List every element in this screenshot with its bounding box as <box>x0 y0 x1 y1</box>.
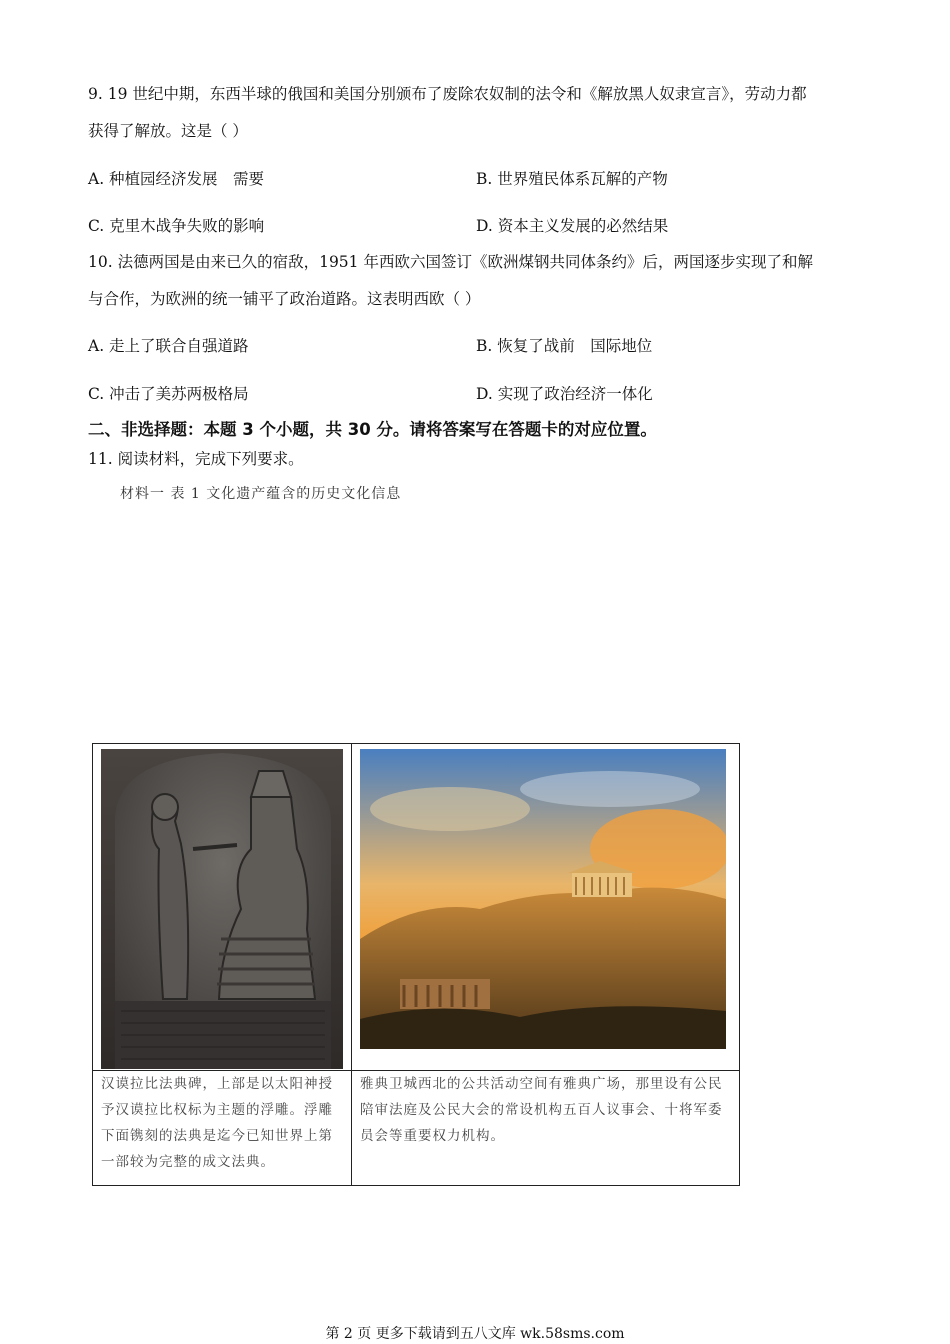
stele-caption-cell <box>93 1071 352 1186</box>
q9-stem-line1: 9. 19 世纪中期，东西半球的俄国和美国分别颁布了废除农奴制的法令和《解放黑人奴隶宣言》，劳动力都 <box>88 85 807 103</box>
q9-option-b: B. 世界殖民体系瓦解的产物 <box>476 170 668 188</box>
q9-option-c: C. 克里木战争失败的影响 <box>88 217 265 235</box>
q10-option-a: A. 走上了联合自强道路 <box>88 337 249 355</box>
q9-option-a: A. 种植园经济发展 需要 <box>88 170 265 188</box>
q11-intro: 11. 阅读材料，完成下列要求。 <box>88 450 304 468</box>
q10-stem-line1: 10. 法德两国是由来已久的宿敌，1951 年西欧六国签订《欧洲煤钢共同体条约》后，两国逐步实现了和解 <box>88 253 813 271</box>
page-footer: 第 2 页 更多下载请到五八文库 wk.58sms.com <box>325 1326 625 1342</box>
hammurabi-stele-image <box>101 749 343 1069</box>
q10-option-c: C. 冲击了美苏两极格局 <box>88 385 249 403</box>
q10-option-b: B. 恢复了战前 国际地位 <box>476 337 653 355</box>
acropolis-caption: 雅典卫城西北的公共活动空间有雅典广场，那里设有公民陪审法庭及公民大会的常设机构五百人议事会、十将军委员会等重要权力机构。 <box>360 1076 723 1144</box>
acropolis-caption-cell <box>352 1071 740 1186</box>
q10-option-d: D. 实现了政治经济一体化 <box>476 385 653 403</box>
section-heading: 二、非选择题：本题 3 个小题，共 30 分。请将答案写在答题卡的对应位置。 <box>88 420 657 439</box>
q9-option-d: D. 资本主义发展的必然结果 <box>476 217 669 235</box>
stele-image-cell <box>93 744 352 1071</box>
acropolis-image-cell <box>352 744 740 1071</box>
heritage-table <box>92 743 740 1186</box>
q10-stem-line2: 与合作，为欧洲的统一铺平了政治道路。这表明西欧（ ） <box>88 290 481 308</box>
material-title: 材料一 表 1 文化遗产蕴含的历史文化信息 <box>120 486 402 502</box>
q9-stem-line2: 获得了解放。这是（ ） <box>88 122 248 140</box>
athens-acropolis-image <box>360 749 726 1049</box>
stele-caption: 汉谟拉比法典碑，上部是以太阳神授予汉谟拉比权标为主题的浮雕。浮雕下面镌刻的法典是迄今已知世界上第一部较为完整的成文法典。 <box>101 1076 333 1170</box>
